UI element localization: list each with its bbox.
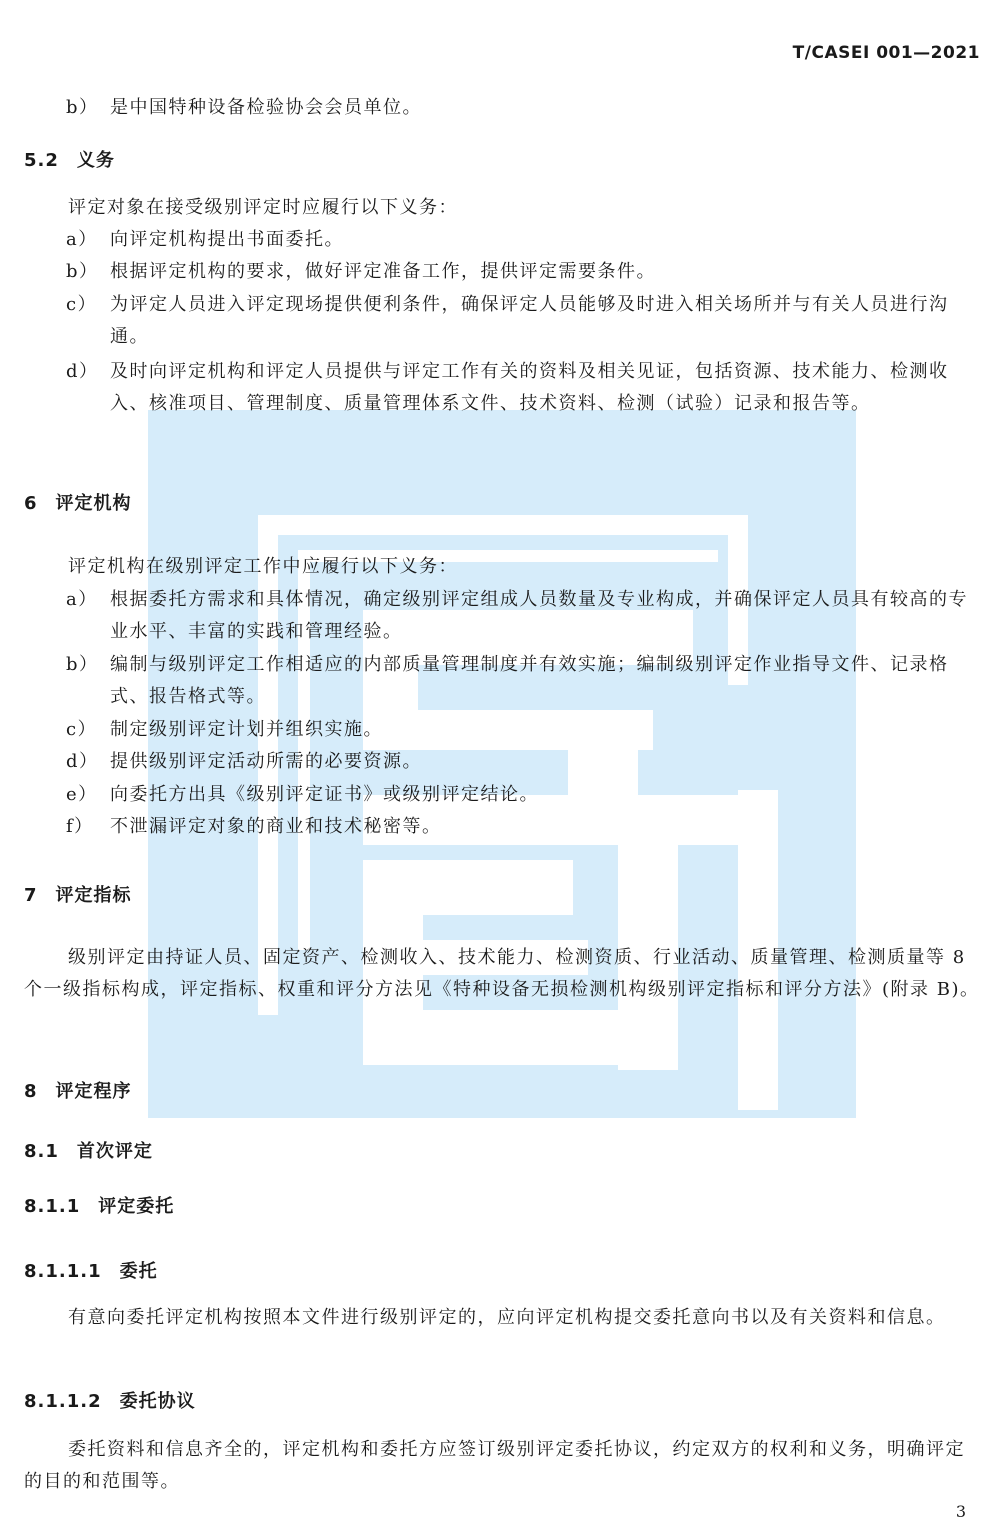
list-item-text: 制定级别评定计划并组织实施。 <box>110 719 383 740</box>
section-number: 6 <box>24 493 38 514</box>
list-item <box>66 649 980 713</box>
section-heading-5-2 <box>24 146 115 172</box>
section-title: 义务 <box>76 150 115 171</box>
list-item <box>66 256 980 288</box>
list-item <box>66 356 980 420</box>
list-item-text: 不泄漏评定对象的商业和技术秘密等。 <box>110 816 442 837</box>
section-number: 8.1.1.1 <box>24 1261 102 1282</box>
body-paragraph: 级别评定由持证人员、固定资产、检测收入、技术能力、检测资质、行业活动、质量管理、检测质量等 8 个一级指标构成，评定指标、权重和评分方法见《特种设备无损检测机构级别评定指标和评分方法》(附录 B)。 <box>24 947 980 1000</box>
list-item <box>66 746 980 778</box>
list-item <box>66 779 980 811</box>
list-marker: b） <box>66 261 99 282</box>
list-marker: d） <box>66 751 99 772</box>
section-heading-6 <box>24 489 132 515</box>
section-heading-7 <box>24 881 132 907</box>
body-paragraph: 委托资料和信息齐全的，评定机构和委托方应签订级别评定委托协议，约定双方的权利和义务，明确评定的目的和范围等。 <box>24 1439 965 1492</box>
document-code: T/CASEI 001—2021 <box>792 43 980 63</box>
section-number: 8.1 <box>24 1141 59 1162</box>
list-marker: d） <box>66 361 99 382</box>
list-item-text: 向委托方出具《级别评定证书》或级别评定结论。 <box>110 784 539 805</box>
list-item <box>66 289 980 353</box>
section-number: 5.2 <box>24 150 59 171</box>
page-number: 3 <box>955 1502 966 1521</box>
list-item-text: 及时向评定机构和评定人员提供与评定工作有关的资料及相关见证，包括资源、技术能力、检测收入、核准项目、管理制度、质量管理体系文件、技术资料、检测（试验）记录和报告等。 <box>110 361 949 414</box>
intro-paragraph: 评定对象在接受级别评定时应履行以下义务： <box>68 197 458 218</box>
section-number: 8 <box>24 1081 38 1102</box>
section-heading-8-1-1-2 <box>24 1387 196 1413</box>
body-paragraph: 有意向委托评定机构按照本文件进行级别评定的，应向评定机构提交委托意向书以及有关资料和信息。 <box>68 1307 946 1328</box>
list-item <box>66 584 980 648</box>
list-item-text: 根据评定机构的要求，做好评定准备工作，提供评定需要条件。 <box>110 261 656 282</box>
list-marker: c） <box>66 294 98 315</box>
list-marker: e） <box>66 784 98 805</box>
list-marker: a） <box>66 589 98 610</box>
list-item <box>66 714 980 746</box>
list-marker: c） <box>66 719 98 740</box>
section-heading-8-1 <box>24 1137 153 1163</box>
list-item-text: 是中国特种设备检验协会会员单位。 <box>110 97 422 118</box>
section-title: 评定机构 <box>55 493 132 514</box>
section-number: 7 <box>24 885 38 906</box>
section-heading-8 <box>24 1077 132 1103</box>
list-marker: f） <box>66 816 94 837</box>
list-item <box>66 224 980 256</box>
list-marker: b） <box>66 97 99 118</box>
intro-paragraph: 评定机构在级别评定工作中应履行以下义务： <box>68 556 458 577</box>
list-marker: b） <box>66 654 99 675</box>
list-item-text: 向评定机构提出书面委托。 <box>110 229 344 250</box>
section-title: 委托协议 <box>119 1391 196 1412</box>
list-item-text: 提供级别评定活动所需的必要资源。 <box>110 751 422 772</box>
section-heading-8-1-1 <box>24 1192 174 1218</box>
section-title: 委托 <box>119 1261 158 1282</box>
list-item <box>66 92 980 124</box>
section-heading-8-1-1-1 <box>24 1257 158 1283</box>
section-title: 首次评定 <box>76 1141 153 1162</box>
section-title: 评定指标 <box>55 885 132 906</box>
list-item <box>66 811 980 843</box>
section-title: 评定委托 <box>98 1196 175 1217</box>
section-number: 8.1.1 <box>24 1196 81 1217</box>
list-marker: a） <box>66 229 98 250</box>
section-number: 8.1.1.2 <box>24 1391 102 1412</box>
section-title: 评定程序 <box>55 1081 132 1102</box>
list-item-text: 编制与级别评定工作相适应的内部质量管理制度并有效实施；编制级别评定作业指导文件、记录格式、报告格式等。 <box>110 654 949 707</box>
list-item-text: 根据委托方需求和具体情况，确定级别评定组成人员数量及专业构成，并确保评定人员具有较高的专业水平、丰富的实践和管理经验。 <box>110 589 968 642</box>
list-item-text: 为评定人员进入评定现场提供便利条件，确保评定人员能够及时进入相关场所并与有关人员进行沟通。 <box>110 294 949 347</box>
